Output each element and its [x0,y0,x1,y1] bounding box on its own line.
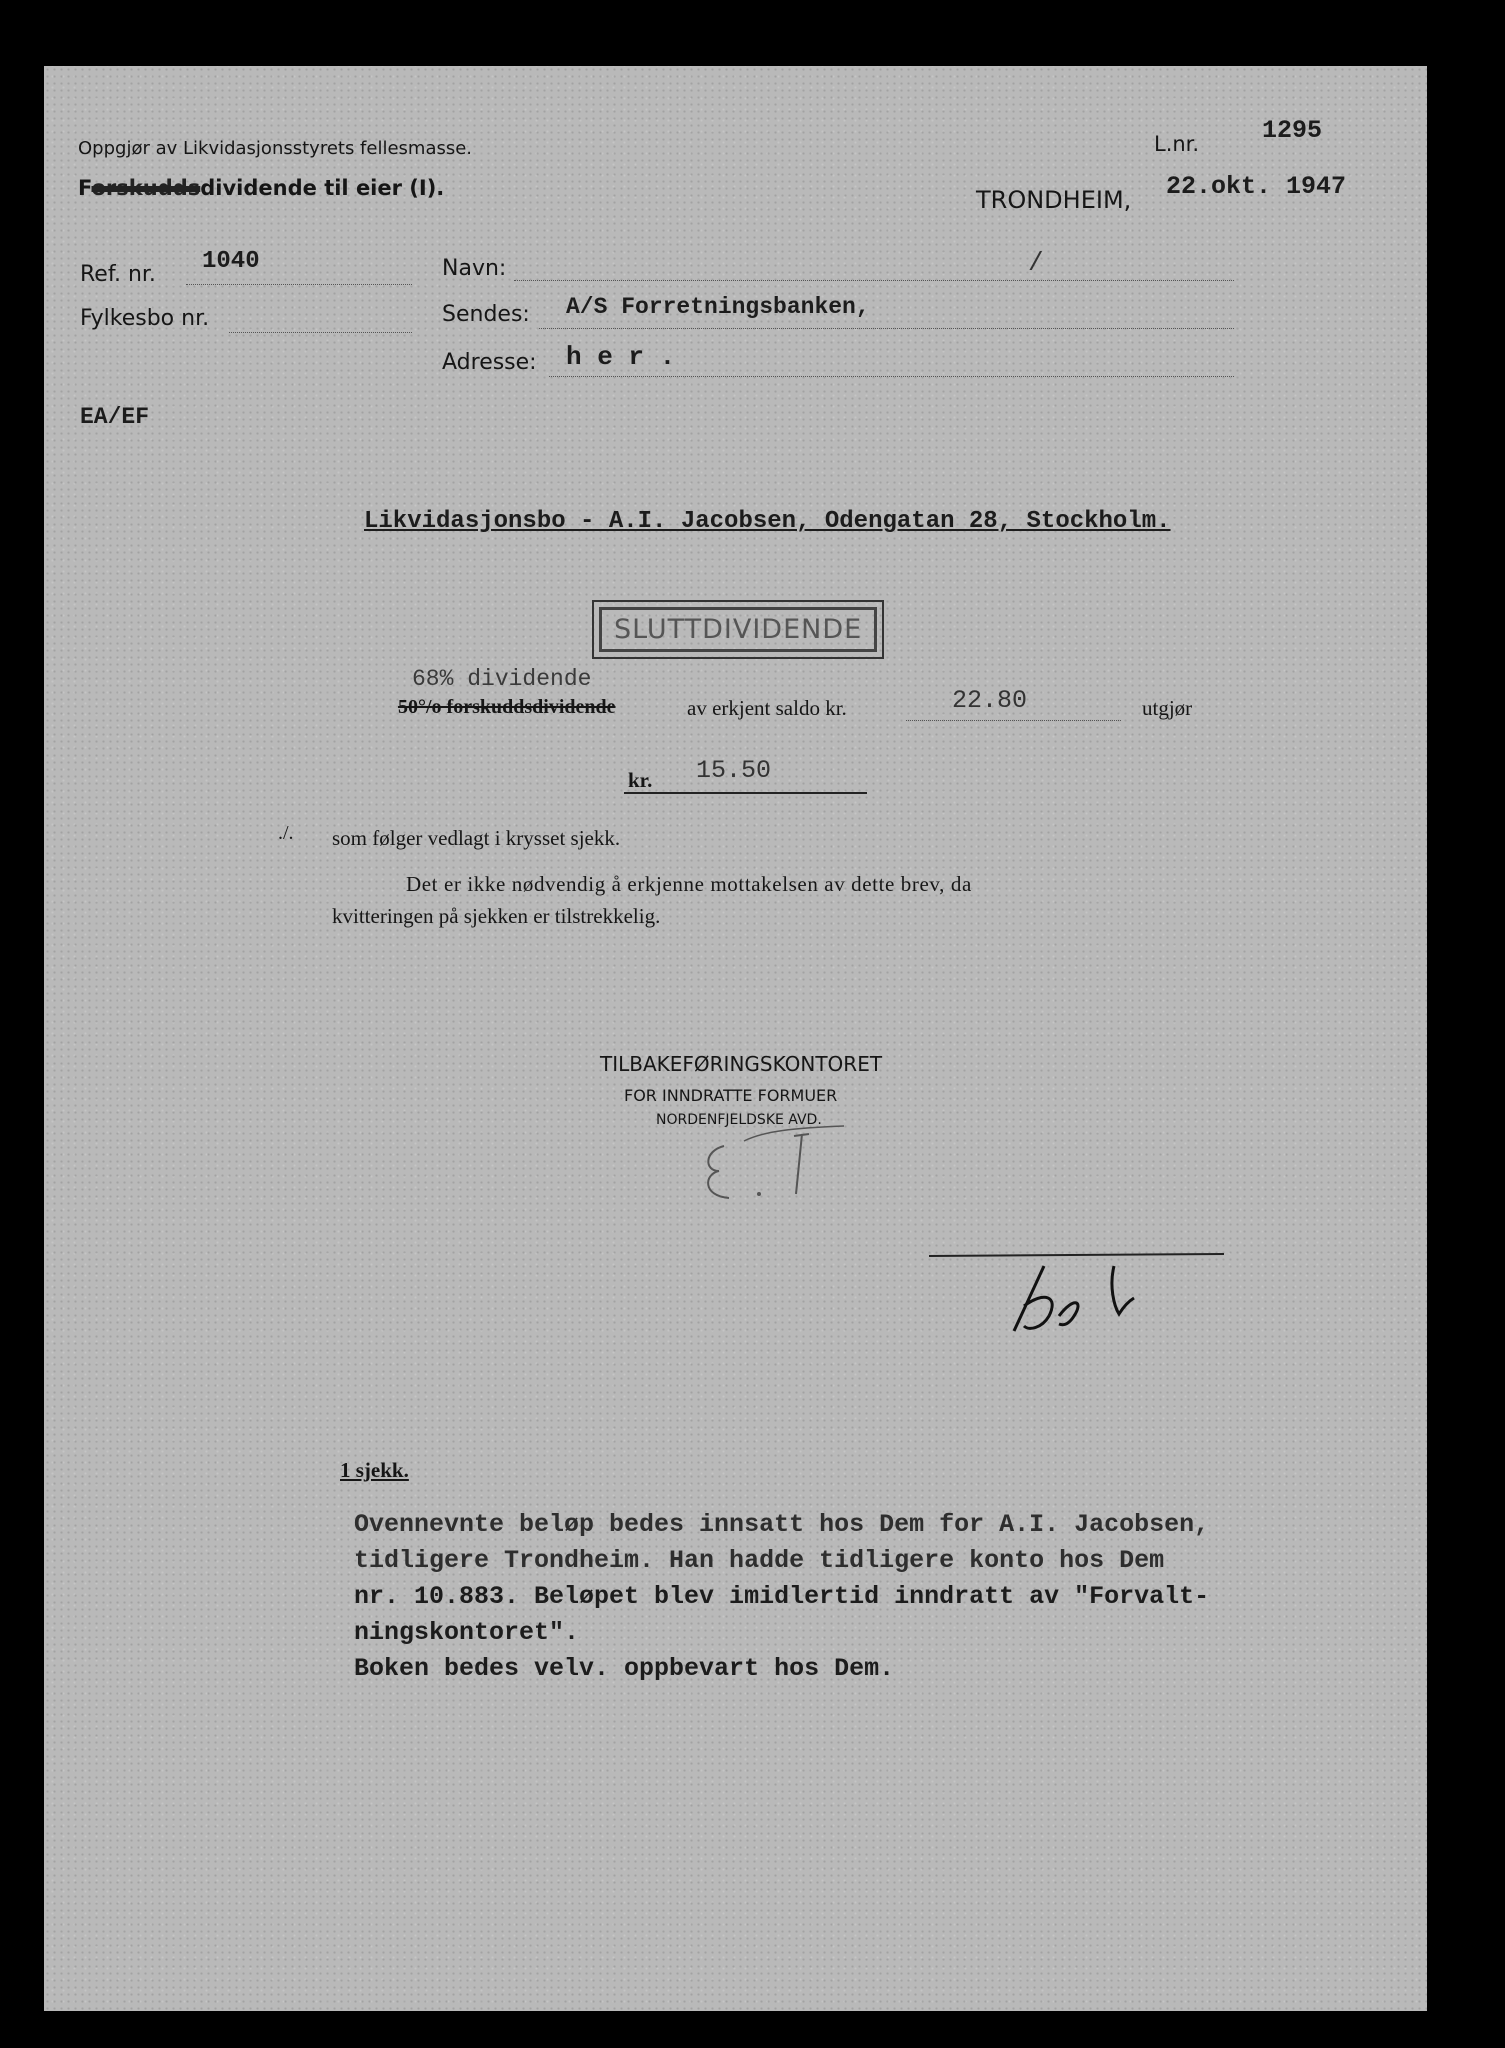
body-line1: som følger vedlagt i krysset sjekk. [332,826,621,850]
fylkesbo-label: Fylkesbo nr. [80,306,210,331]
sendes-value: A/S Forretningsbanken, [566,294,870,320]
utgjor: utgjør [1142,696,1193,720]
enclosure-label: 1 sjekk. [340,1458,409,1482]
estate-line: Likvidasjonsbo - A.I. Jacobsen, Odengatan 28, Stockholm. [364,508,1171,535]
body-para1: Det er ikke nødvendig å erkjenne mottakelsen av dette brev, da [406,872,972,896]
note-line2: tidligere Trondheim. Han hadde tidligere konto hos Dem [354,1546,1165,1575]
adresse-label: Adresse: [442,350,537,375]
navn-value: / [1028,248,1044,278]
sluttdividende-stamp [592,600,884,659]
dividend-typed-above: 68% dividende [412,666,592,692]
lnr-value: 1295 [1262,116,1323,145]
header-line2-overstrike: orskudds [91,176,201,200]
ref-label: Ref. nr. [80,262,156,287]
note-line1: Ovennevnte beløp bedes innsatt hos Dem for A.I. Jacobsen, [354,1510,1210,1539]
fylkesbo-line [229,332,412,333]
ref-value: 1040 [202,248,260,275]
navn-line [514,280,1234,281]
signature-initials [684,1116,874,1206]
initials: EA/EF [80,404,150,430]
ref-line [186,284,412,285]
letter-date: 22.okt. 1947 [1166,172,1347,201]
note-line5: Boken bedes velv. oppbevart hos Dem. [354,1654,895,1683]
kr-label: kr. [628,768,653,792]
document-page [44,66,1427,2011]
adresse-line [549,376,1234,377]
note-line4: ningskontoret". [354,1618,580,1647]
header-line2-rest: dividende til eier (I). [200,176,445,200]
adresse-value: h e r . [566,342,676,372]
signature-handwritten [924,1236,1234,1376]
header-line2-prefix: F [78,176,92,200]
navn-label: Navn: [442,256,507,281]
kr-underline [624,792,867,794]
office-line2: FOR INNDRATTE FORMUER [624,1086,838,1105]
enclosure-mark: ./. [278,822,294,844]
stamp-text: SLUTTDIVIDENDE [599,607,877,652]
saldo-value: 22.80 [952,686,1028,715]
header-line2 [78,176,444,200]
note-line3: nr. 10.883. Beløpet blev imidlertid inndratt av "Forvalt- [354,1582,1210,1611]
office-line3: NORDENFJELDSKE AVD. [656,1112,822,1128]
sendes-label: Sendes: [442,302,530,327]
sendes-line [539,328,1234,329]
dividend-middle: av erkjent saldo kr. [687,696,847,720]
city: TRONDHEIM, [976,186,1132,214]
saldo-line [906,720,1121,721]
lnr-label: L.nr. [1154,132,1200,156]
dividend-printed-struck: 50°/o forskuddsdividende [398,696,616,718]
header-line1: Oppgjør av Likvidasjonsstyrets fellesmasse. [78,138,473,159]
office-line1: TILBAKEFØRINGSKONTORET [600,1052,883,1076]
body-para2: kvitteringen på sjekken er tilstrekkelig. [332,904,661,928]
kr-value: 15.50 [696,756,772,785]
